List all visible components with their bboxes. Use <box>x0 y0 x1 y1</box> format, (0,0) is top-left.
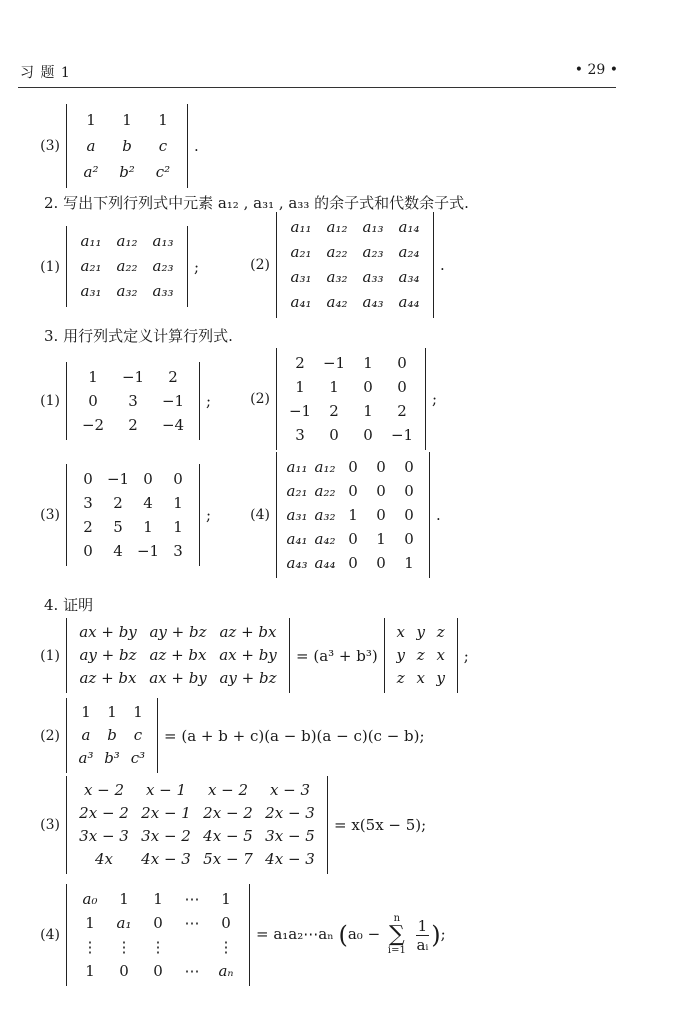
matrix-cell: a³ <box>78 749 94 767</box>
matrix-cell: 0 <box>348 530 358 548</box>
matrix-cell: a₄₃ <box>362 293 384 311</box>
a0-term: a₀ − <box>347 925 381 943</box>
matrix-cell: −1 <box>106 470 130 488</box>
matrix-cell: az + bx <box>149 646 207 664</box>
matrix-row <box>73 935 243 959</box>
matrix-cell: a₃₁ <box>290 268 312 286</box>
matrix-cell: 1 <box>221 890 231 908</box>
matrix-cell: 0 <box>363 426 373 444</box>
matrix-cell: a₀ <box>82 890 98 908</box>
matrix-cell: a₁₂ <box>116 232 138 250</box>
matrix-row <box>283 265 427 290</box>
matrix-cell: y <box>436 669 445 687</box>
matrix-cell: 2 <box>83 518 93 536</box>
matrix-cell: a₃₂ <box>326 268 348 286</box>
matrix-cell: a <box>86 137 96 155</box>
determinant <box>276 452 430 578</box>
matrix-row <box>73 621 283 644</box>
matrix-cell: aₙ <box>218 962 234 980</box>
matrix-cell: z <box>396 669 405 687</box>
determinant <box>66 884 250 986</box>
determinant <box>66 776 328 874</box>
matrix-cell: 4 <box>113 542 123 560</box>
matrix-cell: a₄₂ <box>326 293 348 311</box>
matrix-cell: ay + bz <box>219 669 277 687</box>
matrix-cell: 4x − 3 <box>141 850 191 868</box>
matrix-cell: 1 <box>86 111 96 129</box>
matrix-cell: a₃₃ <box>362 268 384 286</box>
matrix-cell: 1 <box>119 890 129 908</box>
matrix-row <box>73 107 181 133</box>
matrix-row <box>73 389 193 413</box>
matrix-cell: a₂₁ <box>286 482 308 500</box>
matrix-row <box>283 455 423 479</box>
matrix-cell: a₂₁ <box>80 257 102 275</box>
matrix-cell: a₄₁ <box>286 530 308 548</box>
matrix-cell: a₁₁ <box>286 458 308 476</box>
matrix-cell: ⋯ <box>184 914 200 932</box>
matrix-row <box>73 779 321 802</box>
matrix-cell: a₁₂ <box>326 218 348 236</box>
matrix-row <box>391 621 451 644</box>
matrix-cell: 2 <box>295 354 305 372</box>
matrix-row <box>73 825 321 848</box>
punctuation: ; <box>206 392 212 410</box>
matrix-cell: 1 <box>133 703 143 721</box>
matrix-cell: 0 <box>83 470 93 488</box>
result-expression: = x(5x − 5); <box>334 816 427 834</box>
matrix-cell: a₁ <box>116 914 132 932</box>
problem-4-1 <box>0 618 469 693</box>
matrix-cell: 2 <box>168 368 178 386</box>
matrix-cell: ax + by <box>79 623 137 641</box>
matrix-cell: a₂₄ <box>398 243 420 261</box>
matrix-cell: a² <box>83 163 99 181</box>
matrix-row <box>73 467 193 491</box>
matrix-cell: 1 <box>85 914 95 932</box>
matrix-cell: −1 <box>136 542 160 560</box>
matrix-cell: 3 <box>83 494 93 512</box>
item-label: (3) <box>40 138 60 154</box>
fraction <box>416 917 430 954</box>
matrix-row <box>73 701 151 724</box>
matrix-row <box>73 747 151 770</box>
matrix-cell: 3 <box>295 426 305 444</box>
matrix-cell: x − 2 <box>83 781 125 799</box>
matrix-cell: b <box>122 137 132 155</box>
determinant <box>66 104 188 188</box>
matrix-row <box>73 365 193 389</box>
matrix-cell: x − 1 <box>145 781 187 799</box>
matrix-cell: −1 <box>288 402 312 420</box>
matrix-cell: 2 <box>113 494 123 512</box>
matrix-cell: a₃₁ <box>80 282 102 300</box>
matrix-cell: 0 <box>376 458 386 476</box>
problem-3-4 <box>210 452 441 578</box>
matrix-cell <box>175 935 209 959</box>
matrix-row <box>283 551 423 575</box>
matrix-cell: a₁₁ <box>290 218 312 236</box>
summation <box>388 914 406 956</box>
matrix-row <box>283 503 423 527</box>
matrix-cell: a₂₂ <box>314 482 336 500</box>
determinant <box>66 698 158 773</box>
matrix-cell: y <box>416 623 425 641</box>
matrix-row <box>73 279 181 304</box>
matrix-cell: 0 <box>329 426 339 444</box>
matrix-row <box>73 159 181 185</box>
matrix-cell: a₃₁ <box>286 506 308 524</box>
matrix-cell: 1 <box>88 368 98 386</box>
matrix-cell: az + bx <box>79 669 137 687</box>
matrix-cell: 0 <box>376 554 386 572</box>
determinant-right <box>384 618 458 693</box>
matrix-row <box>283 290 427 315</box>
punctuation: ; <box>206 506 212 524</box>
matrix-cell: a₄₂ <box>314 530 336 548</box>
matrix-cell: ⋮ <box>218 938 234 956</box>
matrix-row <box>73 911 243 935</box>
matrix-row <box>73 229 181 254</box>
matrix-cell: 2 <box>128 416 138 434</box>
matrix-cell: 1 <box>81 703 91 721</box>
matrix-row <box>73 413 193 437</box>
matrix-cell: 0 <box>88 392 98 410</box>
matrix-cell: −1 <box>161 392 185 410</box>
matrix-cell: 1 <box>158 111 168 129</box>
matrix-cell: x <box>396 623 405 641</box>
item-label: (4) <box>40 927 60 943</box>
matrix-row <box>73 133 181 159</box>
matrix-cell: 2x − 3 <box>265 804 315 822</box>
punctuation: ; <box>463 646 469 665</box>
matrix-cell: ay + bz <box>149 623 207 641</box>
matrix-cell: b² <box>119 163 135 181</box>
matrix-cell: x <box>416 669 425 687</box>
matrix-cell: ⋯ <box>184 962 200 980</box>
matrix-cell: a₁₄ <box>398 218 420 236</box>
sum-lower-limit: i=1 <box>387 945 406 956</box>
matrix-row <box>283 240 427 265</box>
punctuation: . <box>436 506 441 524</box>
page-number: • 29 • <box>574 62 618 78</box>
matrix-cell: ax + by <box>149 669 207 687</box>
matrix-cell: −1 <box>390 426 414 444</box>
matrix-cell: −4 <box>161 416 185 434</box>
matrix-cell: 0 <box>153 962 163 980</box>
matrix-row <box>283 423 419 447</box>
determinant <box>66 464 200 566</box>
matrix-cell: ⋮ <box>82 938 98 956</box>
matrix-cell: 3 <box>128 392 138 410</box>
matrix-cell: a₂₃ <box>152 257 174 275</box>
matrix-cell: z <box>416 646 425 664</box>
matrix-row <box>73 802 321 825</box>
matrix-cell: 0 <box>348 554 358 572</box>
matrix-cell: 3 <box>173 542 183 560</box>
chapter-header: 习 题 1 <box>20 65 71 81</box>
item-label: (2) <box>250 391 270 407</box>
section-heading-3: 3. 用行列式定义计算行列式. <box>44 327 233 345</box>
matrix-cell: 1 <box>122 111 132 129</box>
item-label: (1) <box>40 647 60 664</box>
matrix-cell: 1 <box>85 962 95 980</box>
problem-1-3 <box>0 104 199 188</box>
matrix-cell: a₃₄ <box>398 268 420 286</box>
item-label: (3) <box>40 507 60 523</box>
matrix-cell: 0 <box>376 482 386 500</box>
matrix-cell: a₁₁ <box>80 232 102 250</box>
determinant <box>276 348 426 450</box>
equality-factor: = (a³ + b³) <box>296 646 378 665</box>
problem-3-2 <box>210 348 437 450</box>
matrix-cell: a₂₁ <box>290 243 312 261</box>
matrix-cell: 2 <box>397 402 407 420</box>
matrix-cell: 1 <box>348 506 358 524</box>
matrix-cell: 0 <box>404 530 414 548</box>
matrix-cell: 0 <box>119 962 129 980</box>
matrix-cell: −1 <box>121 368 145 386</box>
matrix-cell: a₁₃ <box>362 218 384 236</box>
matrix-row <box>391 644 451 667</box>
matrix-row <box>391 667 451 690</box>
matrix-row <box>283 479 423 503</box>
problem-4-2 <box>0 698 425 773</box>
matrix-cell: 3x − 2 <box>141 827 191 845</box>
matrix-cell: 0 <box>348 458 358 476</box>
matrix-cell: a₄₁ <box>290 293 312 311</box>
matrix-cell: b <box>107 726 117 744</box>
matrix-cell: 1 <box>376 530 386 548</box>
matrix-cell: 3x − 5 <box>265 827 315 845</box>
matrix-cell: a₁₂ <box>314 458 336 476</box>
section-heading-2: 2. 写出下列行列式中元素 a₁₂ , a₃₁ , a₃₃ 的余子式和代数余子式. <box>44 194 469 212</box>
result-expression: = (a + b + c)(a − b)(a − c)(c − b); <box>164 726 425 745</box>
sum-symbol: ∑ <box>389 922 405 947</box>
result-expression <box>250 914 446 956</box>
matrix-cell: ⋯ <box>184 890 200 908</box>
matrix-row <box>283 375 419 399</box>
matrix-cell: c <box>158 137 168 155</box>
matrix-cell: a₁₃ <box>152 232 174 250</box>
matrix-cell: a₄₄ <box>314 554 336 572</box>
matrix-cell: 0 <box>221 914 231 932</box>
matrix-cell: a₄₄ <box>398 293 420 311</box>
matrix-row <box>73 491 193 515</box>
item-label: (2) <box>250 257 270 273</box>
matrix-cell: 0 <box>397 354 407 372</box>
matrix-cell: 0 <box>153 914 163 932</box>
left-paren: ( <box>338 921 348 949</box>
matrix-row <box>73 254 181 279</box>
matrix-cell: a₂₃ <box>362 243 384 261</box>
problem-4-3 <box>0 776 426 874</box>
matrix-cell: a <box>81 726 91 744</box>
matrix-row <box>283 399 419 423</box>
matrix-cell: a₃₃ <box>152 282 174 300</box>
matrix-cell: x − 2 <box>207 781 249 799</box>
punctuation: ; <box>194 257 200 276</box>
punctuation: ; <box>440 925 446 943</box>
matrix-row <box>73 959 243 983</box>
determinant <box>276 212 434 318</box>
fraction-denominator: aᵢ <box>416 935 429 954</box>
matrix-cell: −1 <box>322 354 346 372</box>
matrix-cell: x − 3 <box>269 781 311 799</box>
matrix-cell: 4 <box>143 494 153 512</box>
problem-3-3 <box>0 464 211 566</box>
matrix-row <box>283 527 423 551</box>
matrix-cell: 0 <box>397 378 407 396</box>
product-term: = a₁a₂⋯aₙ <box>256 925 334 943</box>
item-label: (1) <box>40 258 60 275</box>
matrix-cell: 0 <box>404 482 414 500</box>
item-label: (3) <box>40 817 60 833</box>
matrix-cell: 5x − 7 <box>203 850 253 868</box>
matrix-row <box>73 515 193 539</box>
matrix-cell: z <box>436 623 445 641</box>
matrix-row <box>73 667 283 690</box>
matrix-cell: 4x − 3 <box>265 850 315 868</box>
problem-2-1 <box>0 226 199 307</box>
matrix-cell: ⋮ <box>116 938 132 956</box>
matrix-row <box>73 644 283 667</box>
matrix-cell: 4x − 5 <box>203 827 253 845</box>
matrix-cell: a₃₂ <box>314 506 336 524</box>
matrix-row <box>283 215 427 240</box>
matrix-cell: x <box>436 646 445 664</box>
matrix-cell: a₄₃ <box>286 554 308 572</box>
matrix-cell: 1 <box>173 518 183 536</box>
matrix-row <box>73 887 243 911</box>
matrix-cell: c <box>133 726 143 744</box>
matrix-cell: 0 <box>363 378 373 396</box>
section-heading-4: 4. 证明 <box>44 596 94 614</box>
matrix-row <box>73 539 193 563</box>
matrix-cell: 2x − 1 <box>141 804 191 822</box>
determinant-left <box>66 618 290 693</box>
matrix-cell: 0 <box>404 506 414 524</box>
matrix-cell: 1 <box>173 494 183 512</box>
matrix-cell: ⋮ <box>150 938 166 956</box>
matrix-cell: 0 <box>348 482 358 500</box>
matrix-cell: a₂₂ <box>116 257 138 275</box>
matrix-cell: 0 <box>143 470 153 488</box>
matrix-cell: 0 <box>404 458 414 476</box>
matrix-cell: 1 <box>143 518 153 536</box>
problem-3-1 <box>0 362 211 440</box>
matrix-cell: 0 <box>376 506 386 524</box>
matrix-row <box>73 848 321 871</box>
matrix-cell: az + bx <box>219 623 277 641</box>
sum-upper-limit: n <box>393 913 401 924</box>
matrix-cell: 2x − 2 <box>203 804 253 822</box>
problem-4-4 <box>0 884 446 986</box>
matrix-cell: 1 <box>329 378 339 396</box>
matrix-cell: 1 <box>404 554 414 572</box>
matrix-cell: 0 <box>173 470 183 488</box>
matrix-cell: c³ <box>130 749 146 767</box>
matrix-cell: −2 <box>81 416 105 434</box>
punctuation: ; <box>432 390 438 408</box>
right-paren: ) <box>431 921 441 949</box>
matrix-cell: 2x − 2 <box>79 804 129 822</box>
item-label: (1) <box>40 393 60 409</box>
matrix-cell: a₃₂ <box>116 282 138 300</box>
matrix-cell: 1 <box>295 378 305 396</box>
matrix-cell: 1 <box>107 703 117 721</box>
problem-2-2 <box>210 212 445 318</box>
matrix-cell: 2 <box>329 402 339 420</box>
matrix-cell: 1 <box>153 890 163 908</box>
matrix-cell: ax + by <box>219 646 277 664</box>
matrix-cell: 0 <box>83 542 93 560</box>
item-label: (2) <box>40 727 60 744</box>
fraction-numerator: 1 <box>417 916 428 935</box>
matrix-row <box>283 351 419 375</box>
matrix-cell: c² <box>155 163 171 181</box>
punctuation: . <box>440 256 445 274</box>
matrix-cell: 5 <box>113 518 123 536</box>
matrix-cell: ay + bz <box>79 646 137 664</box>
matrix-cell: y <box>396 646 405 664</box>
header-rule <box>18 87 616 88</box>
matrix-cell: 1 <box>363 402 373 420</box>
matrix-cell: 3x − 3 <box>79 827 129 845</box>
matrix-cell: 1 <box>363 354 373 372</box>
determinant <box>66 226 188 307</box>
matrix-cell: a₂₂ <box>326 243 348 261</box>
matrix-cell: b³ <box>104 749 120 767</box>
matrix-cell: 4x <box>94 850 113 868</box>
item-label: (4) <box>250 507 270 523</box>
punctuation: . <box>194 137 199 155</box>
matrix-row <box>73 724 151 747</box>
determinant <box>66 362 200 440</box>
